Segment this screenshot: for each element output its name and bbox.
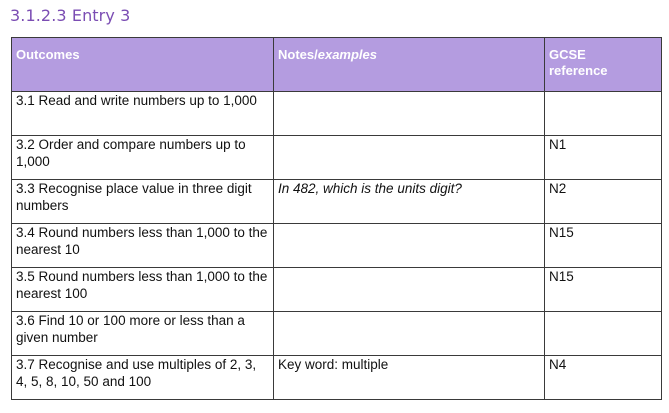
- notes-cell: In 482, which is the units digit?: [274, 180, 545, 224]
- notes-cell: [274, 136, 545, 180]
- outcomes-table: [11, 37, 662, 400]
- gcse-reference-cell: N15: [545, 224, 662, 268]
- table-row: [12, 136, 662, 180]
- outcome-cell: 3.4 Round numbers less than 1,000 to the nearest 10: [12, 224, 274, 268]
- header-notes-prefix: Notes/: [278, 47, 318, 62]
- header-notes: [274, 38, 545, 92]
- gcse-reference-cell: N1: [545, 136, 662, 180]
- table-row: [12, 356, 662, 400]
- notes-cell: [274, 92, 545, 136]
- outcome-cell: 3.7 Recognise and use multiples of 2, 3, 4, 5, 8, 10, 50 and 100: [12, 356, 274, 400]
- header-notes-examples: examples: [317, 47, 377, 62]
- outcome-cell: 3.3 Recognise place value in three digit numbers: [12, 180, 274, 224]
- notes-cell: [274, 312, 545, 356]
- gcse-reference-cell: [545, 312, 662, 356]
- table-row: [12, 180, 662, 224]
- gcse-reference-cell: [545, 92, 662, 136]
- table-row: [12, 312, 662, 356]
- gcse-reference-cell: N2: [545, 180, 662, 224]
- section-title: 3.1.2.3 Entry 3: [10, 6, 131, 25]
- notes-cell: [274, 268, 545, 312]
- header-gcse-line2: reference: [549, 63, 608, 78]
- table-row: [12, 268, 662, 312]
- table-row: [12, 92, 662, 136]
- outcome-cell: 3.5 Round numbers less than 1,000 to the nearest 100: [12, 268, 274, 312]
- outcome-cell: 3.2 Order and compare numbers up to 1,000: [12, 136, 274, 180]
- gcse-reference-cell: N15: [545, 268, 662, 312]
- table-header-row: [12, 38, 662, 92]
- header-outcomes: Outcomes: [12, 38, 274, 92]
- notes-cell: [274, 224, 545, 268]
- outcome-cell: 3.1 Read and write numbers up to 1,000: [12, 92, 274, 136]
- table-row: [12, 224, 662, 268]
- notes-cell: Key word: multiple: [274, 356, 545, 400]
- header-gcse-reference: [545, 38, 662, 92]
- header-gcse-line1: GCSE: [549, 47, 586, 62]
- outcome-cell: 3.6 Find 10 or 100 more or less than a given number: [12, 312, 274, 356]
- gcse-reference-cell: N4: [545, 356, 662, 400]
